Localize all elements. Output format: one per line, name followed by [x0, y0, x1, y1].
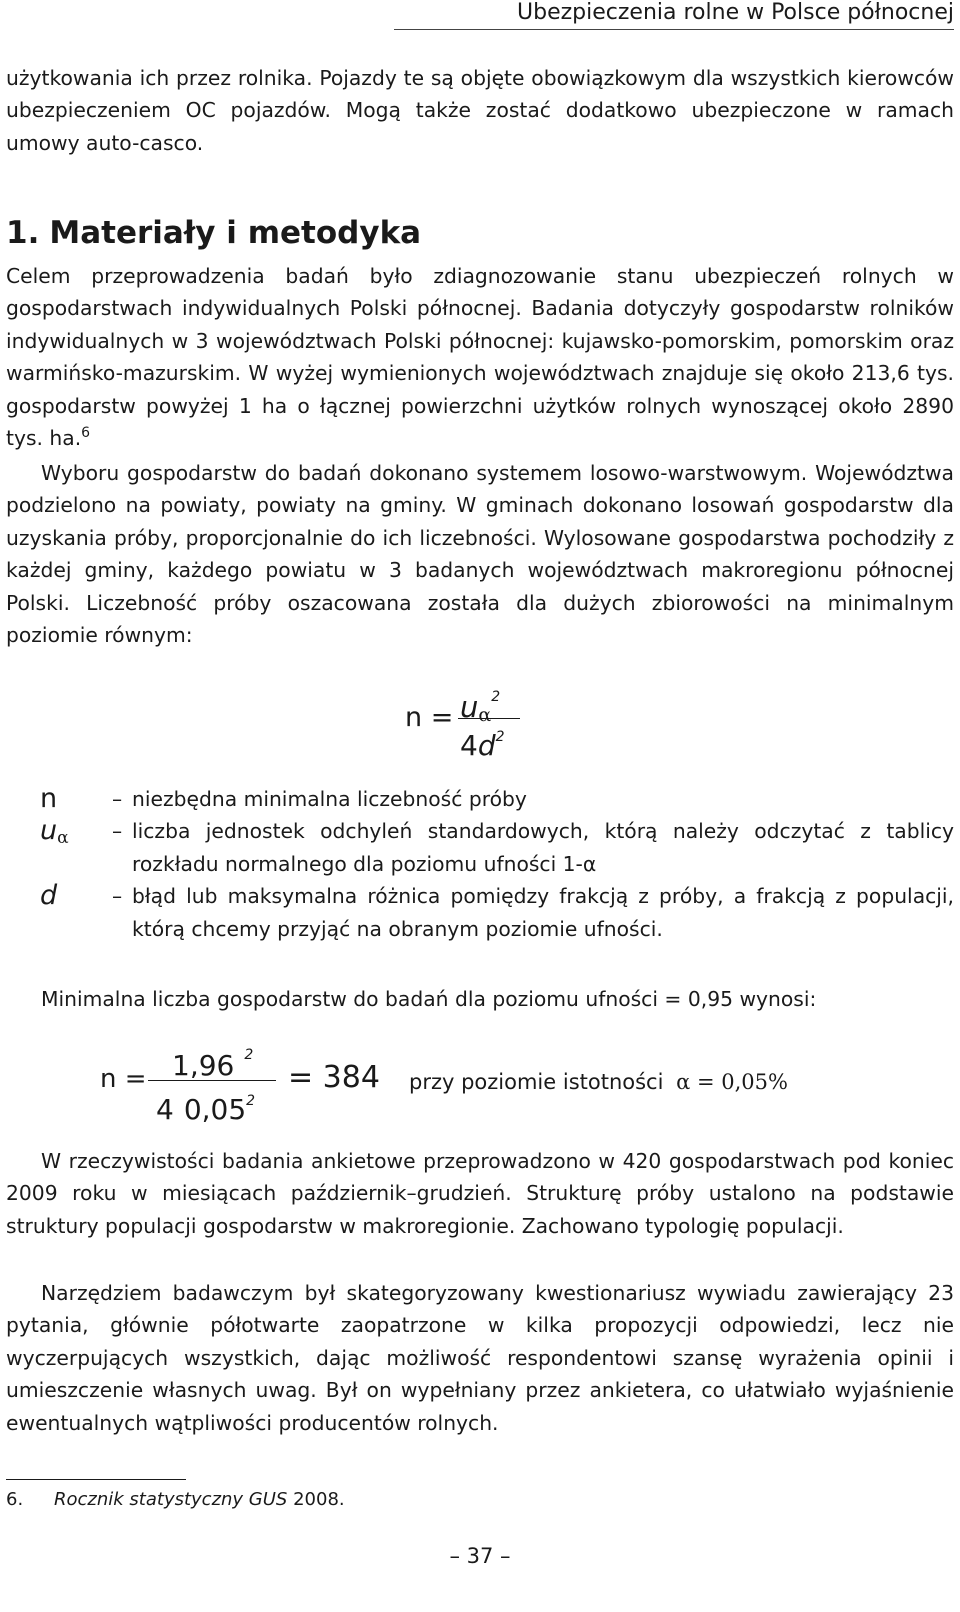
- legend-description: błąd lub maksymalna różnica pomiędzy frakcją z próby, a frakcją z populacji, którą chcemy przyjąć na obranym poziomie ufności.: [132, 884, 954, 941]
- footnote-reference: 6: [81, 425, 91, 442]
- footnote: [6, 1487, 345, 1513]
- legend-description: liczba jednostek odchyleń standardowych, którą należy odczytać z tablicy rozkładu normalnego dla poziomu ufności 1-α: [132, 819, 954, 876]
- methods-paragraph-1-text: Celem przeprowadzenia badań było zdiagnozowanie stanu ubezpieczeń rolnych w gospodarstwach indywidualnych Polski północnej. Badania dotyczyły gospodarstw rolników indywidualnych w 3 województwach Polski północnej: kujawsko-pomorskim, pomorskim oraz warmińsko-mazurskim. W wyżej wymienionych województwach znajduje się około 213,6 tys. gospodarstw powyżej 1 ha o łącznej powierzchni użytków rolnych wynoszącej około 2890 tys. ha.: [6, 264, 954, 451]
- footnote-divider: [6, 1479, 186, 1480]
- legend-item: [6, 783, 954, 815]
- methods-paragraph-2: Wyboru gospodarstw do badań dokonano systemem losowo-warstwowym. Województwa podzielono na powiaty, powiaty na gminy. W gminach dokonano losowań gospodarstw dla uzyskania próby, proporcjonalnie do ich liczebności. Wylosowane gospodarstwa pochodziły z każdej gminy, każdego powiatu w 3 badanych województwach makroregionu północnej Polski. Liczebność próby oszacowana została dla dużych zbiorowości na minimalnym poziomie równym:: [6, 461, 954, 648]
- formula-legend: [6, 783, 954, 945]
- legend-dash: –: [112, 884, 123, 909]
- formula-lhs: n =: [100, 1064, 147, 1094]
- intro-paragraph: użytkowania ich przez rolnika. Pojazdy te są objęte obowiązkowym dla wszystkich kierowców ubezpieczeniem OC pojazdów. Mogą także zostać dodatkowo ubezpieczone w ramach umowy auto-casco.: [6, 66, 954, 155]
- running-header: Ubezpieczenia rolne w Polsce północnej: [394, 0, 954, 30]
- section-heading: [6, 213, 421, 253]
- footnote-year: 2008.: [287, 1489, 345, 1510]
- methods-paragraph-1: [6, 260, 954, 454]
- research-tool-paragraph: Narzędziem badawczym był skategoryzowany kwestionariusz wywiadu zawierający 23 pytania, głównie półotwarte zaopatrzone w kilka propozycji odpowiedzi, lecz nie wyczerpujących wszystkich, dając możliwość respondentowi szansę wyrażenia opinii i umieszczenie własnych uwag. Był on wypełniany przez ankietera, co ułatwiało wyjaśnienie ewentualnych wątpliwości producentów rolnych.: [6, 1281, 954, 1435]
- legend-symbol: d: [40, 880, 58, 912]
- fraction-bar: [458, 718, 520, 719]
- formula-denominator: $4d^2$: [460, 729, 505, 762]
- legend-dash: –: [112, 787, 123, 811]
- formula-result: = 384: [288, 1060, 380, 1095]
- formula-denominator: 4 0,05$^2$: [156, 1093, 256, 1126]
- fraction-bar: [148, 1080, 276, 1081]
- footnote-source: Rocznik statystyczny GUS: [54, 1489, 288, 1510]
- significance-note: przy poziomie istotności α = 0,05%: [409, 1070, 788, 1094]
- legend-item: [6, 880, 954, 945]
- legend-dash: –: [112, 819, 123, 844]
- page-number: – 37 –: [449, 1544, 511, 1568]
- sample-size-calculation: [100, 1036, 860, 1126]
- minimum-sample-paragraph: Minimalna liczba gospodarstw do badań dla poziomu ufności = 0,95 wynosi:: [41, 987, 817, 1011]
- legend-symbol: $u_\alpha$: [40, 815, 69, 849]
- survey-paragraph: W rzeczywistości badania ankietowe przeprowadzono w 420 gospodarstwach pod koniec 2009 roku w miesiącach październik–grudzień. Strukturę próby ustalono na podstawie struktury populacji gospodarstw w makroregionie. Zachowano typologię populacji.: [6, 1149, 954, 1238]
- footnote-number: 6.: [6, 1489, 24, 1510]
- sample-size-formula: [405, 680, 535, 760]
- section-title: Materiały i metodyka: [49, 215, 422, 251]
- legend-symbol: n: [40, 783, 58, 814]
- formula-numerator: $u_\alpha^2$: [460, 689, 501, 726]
- formula-numerator: 1,96 $^2$: [172, 1047, 254, 1082]
- section-number: 1.: [6, 215, 40, 251]
- legend-description: niezbędna minimalna liczebność próby: [132, 787, 527, 811]
- legend-item: [6, 815, 954, 880]
- formula-lhs: n =: [405, 702, 454, 733]
